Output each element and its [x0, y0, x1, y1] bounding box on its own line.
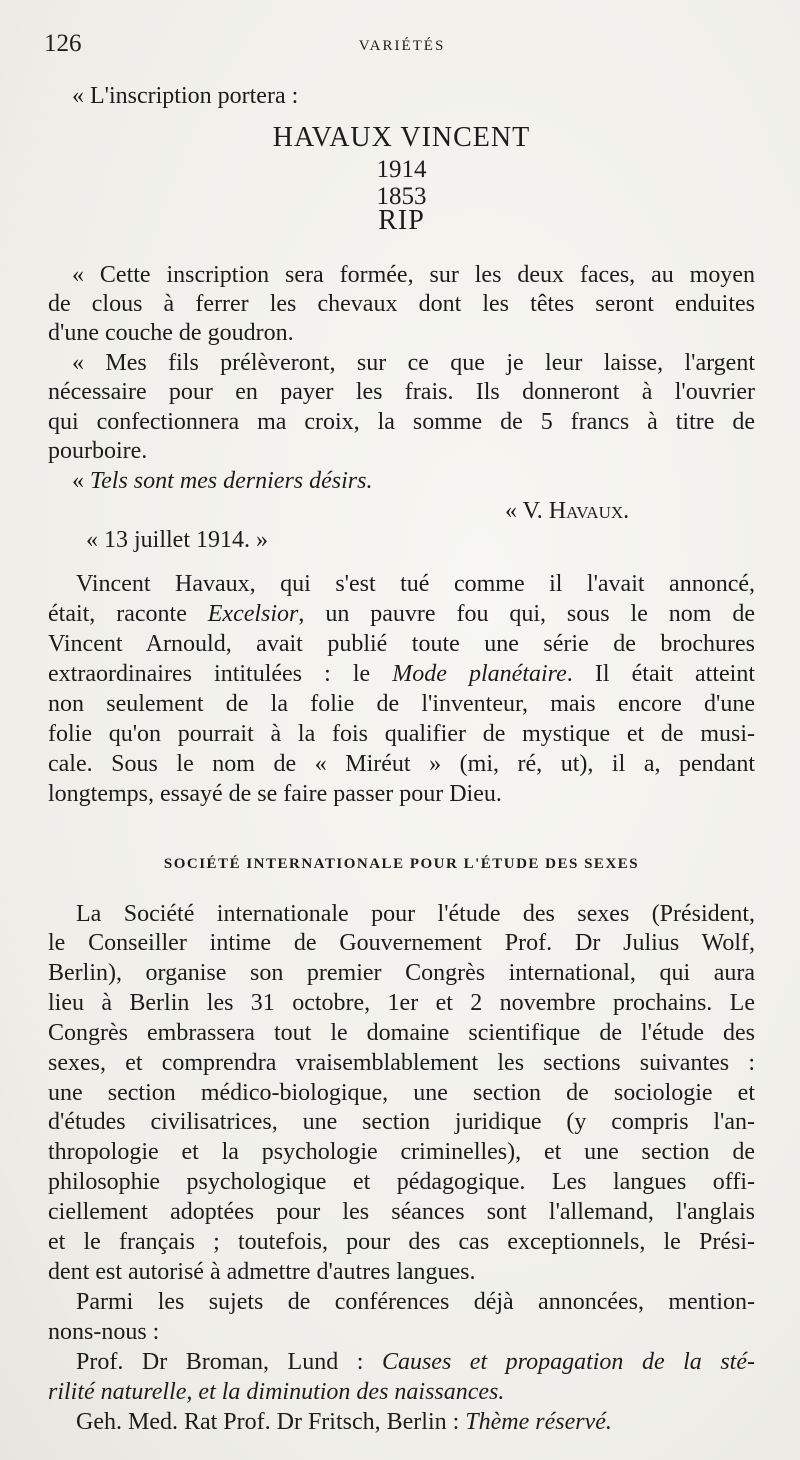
- date-line: « 13 juillet 1914. »: [86, 527, 268, 553]
- text-line: et le français ; toutefois, pour des cas exceptionnels, le Prési-: [48, 1229, 755, 1255]
- text-line: « Mes fils prélèveront, sur ce que je leur laisse, l'argent: [72, 350, 755, 376]
- running-title: VARIÉTÉS: [358, 38, 446, 54]
- text-line: Vincent Havaux, qui s'est tué comme il l'avait annoncé,: [76, 571, 755, 597]
- inscription-name: HAVAUX VINCENT: [272, 122, 531, 153]
- reference-line: rilité naturelle, et la diminution des naissances.: [48, 1379, 505, 1405]
- text-line: [72, 467, 372, 495]
- text-line: dent est autorisé à admettre d'autres langues.: [48, 1259, 476, 1285]
- text-line: pourboire.: [48, 438, 148, 464]
- text-line: Parmi les sujets de conférences déjà annoncées, mention-: [76, 1289, 755, 1315]
- page-header: [44, 30, 760, 60]
- inscription-year: 1853: [376, 183, 427, 210]
- text-line: « Cette inscription sera formée, sur les deux faces, au moyen: [72, 262, 755, 288]
- inscription-rip: RIP: [378, 205, 425, 236]
- signature: « V. Havaux.: [505, 498, 630, 524]
- text-line: sexes, et comprendra vraisemblablement les sections suivantes :: [48, 1050, 755, 1076]
- text-line: Congrès embrassera tout le domaine scientifique de l'étude des: [48, 1020, 755, 1046]
- reference-line: Prof. Dr Broman, Lund : Causes et propagation de la sté-: [76, 1349, 755, 1375]
- text-line: de clous à ferrer les chevaux dont les têtes seront enduites: [48, 291, 755, 317]
- text-line: Berlin), organise son premier Congrès international, qui aura: [48, 960, 755, 986]
- text-line: philosophie psychologique et pédagogique. Les langues offi-: [48, 1169, 755, 1195]
- italic-text: Excelsior: [207, 601, 299, 627]
- italic-text: Causes et propagation de la sté-: [381, 1349, 755, 1375]
- text-line: extraordinaires intitulées : le Mode planétaire. Il était atteint: [48, 661, 756, 687]
- text-line: ciellement adoptées pour les séances sont l'allemand, l'anglais: [48, 1199, 755, 1225]
- text-line: d'une couche de goudron.: [48, 320, 294, 346]
- italic-text: Thème réservé.: [465, 1409, 612, 1435]
- text-line: une section médico-biologique, une section de sociologie et: [48, 1080, 755, 1106]
- quote-mark: «: [72, 468, 90, 494]
- page-number: 126: [44, 30, 82, 57]
- inscription-year: 1914: [376, 156, 427, 183]
- text-line: longtemps, essayé de se faire passer pour Dieu.: [48, 781, 502, 807]
- text-line: cale. Sous le nom de « Miréut » (mi, ré, ut), il a, pendant: [48, 751, 755, 777]
- text-line: folie qu'on pourrait à la fois qualifier de mystique et de musi-: [48, 721, 755, 747]
- text-line: lieu à Berlin les 31 octobre, 1er et 2 novembre prochains. Le: [48, 990, 755, 1016]
- italic-text: Tels sont mes derniers désirs.: [90, 468, 373, 494]
- italic-text: Mode planétaire: [392, 661, 567, 687]
- text-line: Vincent Arnould, avait publié toute une série de brochures: [48, 631, 755, 657]
- text-line: « L'inscription portera :: [72, 83, 299, 109]
- text-line: non seulement de la folie de l'inventeur, mais encore d'une: [48, 691, 755, 717]
- text-line: La Société internationale pour l'étude des sexes (Président,: [76, 901, 755, 927]
- text-line: le Conseiller intime de Gouvernement Prof. Dr Julius Wolf,: [48, 930, 755, 956]
- section-heading: SOCIÉTÉ INTERNATIONALE POUR L'ÉTUDE DES SEXES: [163, 856, 640, 872]
- reference-line: Geh. Med. Rat Prof. Dr Fritsch, Berlin : Thème réservé.: [76, 1409, 612, 1435]
- text-line: qui confectionnera ma croix, la somme de 5 francs à titre de: [48, 409, 755, 435]
- text-line: nécessaire pour en payer les frais. Ils donneront à l'ouvrier: [48, 379, 755, 405]
- text-line: thropologie et la psychologie criminelles), et une section de: [48, 1139, 755, 1165]
- text-line: était, raconte Excelsior, un pauvre fou qui, sous le nom de: [48, 601, 755, 627]
- text-line: d'études civilisatrices, une section juridique (y compris l'an-: [48, 1109, 755, 1135]
- text-line: nons-nous :: [48, 1319, 160, 1345]
